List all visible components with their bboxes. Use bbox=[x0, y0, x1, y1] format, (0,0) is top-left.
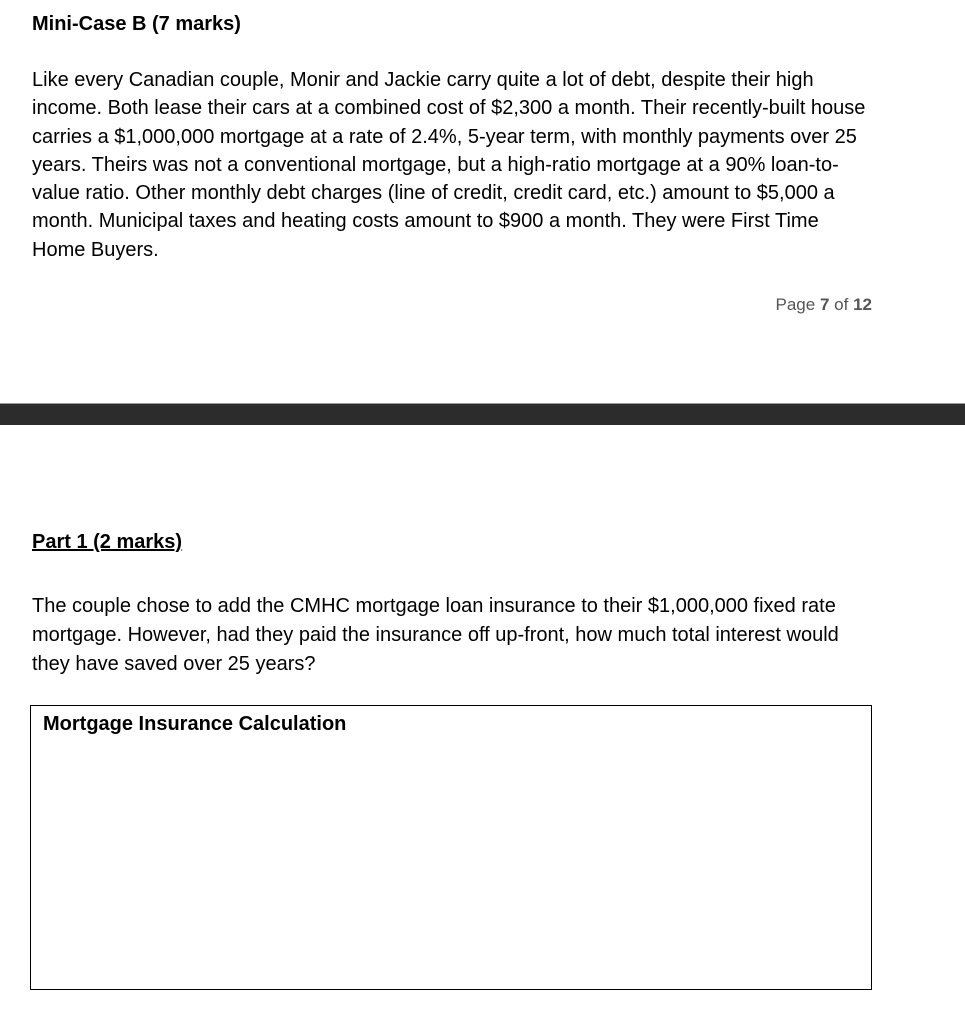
answer-box[interactable] bbox=[30, 705, 872, 990]
page-top-section bbox=[0, 0, 965, 403]
page-indicator-current: 7 bbox=[819, 295, 830, 314]
part-1-question: The couple chose to add the CMHC mortgage loan insurance to their $1,000,000 fixed rate mortgage. However, had they paid the insurance off up-front, how much total interest would they have saved over 25 years? bbox=[32, 595, 839, 675]
mini-case-body: Like every Canadian couple, Monir and Jackie carry quite a lot of debt, despite their high income. Both lease their cars at a combined cost of $2,300 a month. Their recently-built house carries a $1,000,000 mortgage at a rate of 2.4%, 5-year term, with monthly payments over 25 years. Theirs was not a conventional mortgage, but a high-ratio mortgage at a 90% loan-to-value ratio. Other monthly debt charges (line of credit, credit card, etc.) amount to $5,000 a month. Municipal taxes and heating costs amount to $900 a month. They were First Time Home Buyers. bbox=[32, 69, 866, 261]
page-divider bbox=[0, 403, 965, 425]
page-indicator-separator: of bbox=[834, 295, 849, 314]
mini-case-title: Mini-Case B (7 marks) bbox=[32, 13, 241, 35]
answer-box-title: Mortgage Insurance Calculation bbox=[43, 713, 347, 735]
page-indicator-prefix: Page bbox=[775, 295, 816, 314]
page-indicator-total: 12 bbox=[853, 295, 872, 314]
part-1-heading: Part 1 (2 marks) bbox=[32, 531, 183, 553]
page-indicator bbox=[776, 293, 872, 317]
